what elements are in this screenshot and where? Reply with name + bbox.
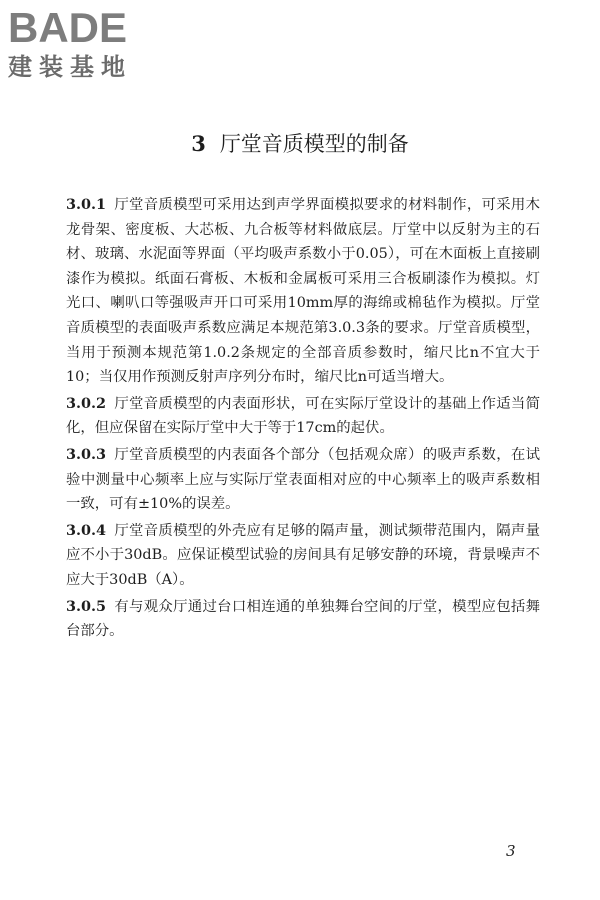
logo-tagline: 建装基地 [8,53,132,81]
chapter-title-text: 厅堂音质模型的制备 [219,132,409,156]
clause-number: 3.0.1 [66,196,107,213]
clause-list [66,193,540,646]
bade-logo [8,6,178,82]
clause-number: 3.0.5 [66,597,107,615]
clause-number: 3.0.3 [66,445,107,463]
clause-3-0-5 [66,595,540,644]
clause-number: 3.0.2 [66,394,107,412]
clause-text: 厅堂音质模型的内表面形状，可在实际厅堂设计的基础上作适当简化，但应保留在实际厅堂中大于等于17cm的起伏。 [66,395,540,437]
clause-3-0-2 [66,392,540,441]
page-number: 3 [506,842,516,860]
logo-brand: BADE [8,4,128,51]
clause-text: 厅堂音质模型的内表面各个部分（包括观众席）的吸声系数，在试验中测量中心频率上应与实际厅堂表面相对应的中心频率上的吸声系数相一致，可有±10%的误差。 [66,446,540,513]
clause-number: 3.0.4 [66,521,107,539]
clause-text: 有与观众厅通过台口相连通的单独舞台空间的厅堂，模型应包括舞台部分。 [66,598,540,640]
chapter-number: 3 [191,131,206,156]
clause-text: 厅堂音质模型的外壳应有足够的隔声量，测试频带范围内，隔声量应不小于30dB。应保证模型试验的房间具有足够安静的环境，背景噪声不应大于30dB（A）。 [66,522,540,588]
clause-3-0-4 [66,519,540,593]
clause-text: 厅堂音质模型可采用达到声学界面模拟要求的材料制作，可采用木龙骨架、密度板、大芯板、九合板等材料做底层。厅堂中以反射为主的石材、玻璃、水泥面等界面（平均吸声系数小于0.05），可在木面板上直接刷漆作为模拟。纸面石膏板、木板和金属板可采用三合板刷漆作为模拟。灯光口、喇叭口等强吸声开口可采用10mm厚的海绵或棉毡作为模拟。厅堂音质模型的表面吸声系数应满足本规范第3.0.3条的要求。厅堂音质模型，当用于预测本规范第1.0.2条规定的全部音质参数时，缩尺比n不宜大于10；当仅用作预测反射声序列分布时，缩尺比n可适当增大。 [66,197,540,386]
clause-3-0-3 [66,443,540,517]
chapter-title [0,128,600,158]
clause-3-0-1 [66,193,540,390]
